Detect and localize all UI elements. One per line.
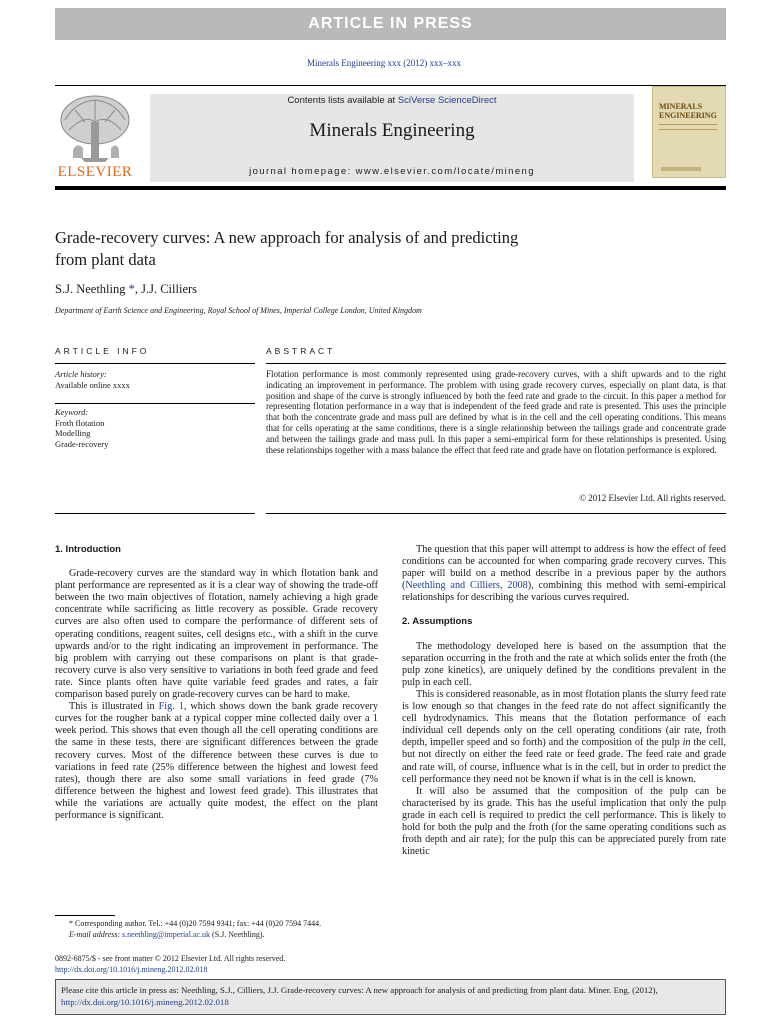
corresponding-author-note: * Corresponding author. Tel.: +44 (0)20 7594 9341; fax: +44 (0)20 7594 7444. — [69, 919, 322, 928]
citation-text: Please cite this article in press as: Neethling, S.J., Cilliers, J.J. Grade-recovery curves: A new approach for analysis of and predicting from plant data. Miner. Eng. (2012), — [61, 985, 658, 995]
intro-paragraph-1: Grade-recovery curves are the standard way in which flotation bank and plant performance are represented as it is a clear way of showing the trade-off between the two main objectives of flotation, namely achieving a high grade concentrate while sacrificing as little recovery as possible. Grade recovery curves are also often used to compare the performance of different sets of operating conditions, reagent suites, cell designs etc., with a shift in the curve upwards and/or to the right indicating an improvement in performance. The big problem with carrying out these comparisons on plant is that grade-recovery curve is also very sensitive to variations in both feed grade and feed rate. Since plants often have quite variable feed grades and rates, a fair comparison based purely on grade-recovery curves can be hard to make. — [55, 568, 378, 701]
cover-title: MINERALS ENGINEERING — [659, 102, 717, 120]
journal-homepage[interactable]: journal homepage: www.elsevier.com/locate/mineng — [249, 166, 535, 177]
history-value: Available online xxxx — [55, 379, 130, 390]
cover-footer-bar — [661, 167, 701, 171]
issn-block — [55, 953, 455, 975]
sciencedirect-link[interactable]: SciVerse ScienceDirect — [397, 95, 497, 106]
abstract-heading: ABSTRACT — [266, 346, 336, 356]
keyword-item: Grade-recovery — [55, 438, 109, 449]
author-list — [55, 282, 197, 297]
info-bottom-rule — [55, 513, 255, 514]
abstract-rule — [266, 363, 726, 364]
corresponding-author-mark[interactable]: * — [125, 282, 135, 296]
affiliation: Department of Earth Science and Engineering, Royal School of Mines, Imperial College London, United Kingdom — [55, 306, 422, 315]
body-column-right — [402, 544, 726, 858]
contents-line — [150, 95, 634, 106]
keyword-item: Froth flotation — [55, 417, 105, 428]
assumptions-paragraph-1: The methodology developed here is based on the assumption that the separation occurring in the froth and the rate at which solids enter the froth (the pulp zone kinetics), are uniquely defined by the conditions prevalent in the pulp in each cell. — [402, 640, 726, 688]
assumptions-heading: 2. Assumptions — [402, 616, 473, 628]
doi-link[interactable]: http://dx.doi.org/10.1016/j.mineng.2012.02.018 — [55, 965, 208, 974]
keyword-label: Keyword: — [55, 407, 89, 417]
masthead-bottom-rule — [55, 186, 726, 190]
reference-link[interactable]: Neethling and Cilliers, 2008 — [405, 580, 528, 592]
abstract-copyright: © 2012 Elsevier Ltd. All rights reserved. — [579, 493, 726, 503]
footnote-rule — [55, 915, 115, 916]
email-note: E-mail address: s.neethling@imperial.ac.uk (S.J. Neethling). — [69, 930, 265, 939]
history-label: Article history: — [55, 369, 107, 379]
col2-paragraph-1: The question that this paper will attempt to address is how the effect of feed conditions can be accounted for when comparing grade recovery curves. This paper will build on a method describe in a previous paper by the authors (Neethling and Cilliers, 2008), combining this method with semi-empirical relationships for describing the various curves required. — [402, 544, 726, 604]
journal-title: Minerals Engineering — [309, 120, 475, 141]
article-info-rule — [55, 363, 255, 364]
journal-cover-thumbnail — [652, 86, 726, 178]
author-cilliers: , J.J. Cilliers — [134, 282, 198, 296]
abstract-text: Flotation performance is most commonly represented using grade-recovery curves, with a shift upwards and to the right indicating an improvement in performance. The problem with using grade recovery curves, especially on plant data, is that position and shape of the curve is strongly influenced by both the feed rate and grade to the circuit. In this paper a method for representing flotation performance in a way that is independent of the feed grade and rate is presented. This uses the principle that both the concentrate grade and mass pull are defined by what is in the cell and the cell operating conditions. This means that for cells operating at the same conditions, there is a single relationship between the tailings grade and concentrate grade and between the tailings grade and mass pull. In this paper a semi-empirical form for these relationships is presented. Using these relationships together with a mass balance the effect that feed rate and grade have on flotation performance is explored. — [266, 369, 726, 455]
intro-heading: 1. Introduction — [55, 544, 121, 555]
cover-decoration — [659, 124, 717, 130]
history-rule — [55, 403, 255, 404]
citation-doi-link[interactable]: http://dx.doi.org/10.1016/j.mineng.2012.02.018 — [61, 997, 229, 1007]
article-in-press-banner: ARTICLE IN PRESS — [55, 8, 726, 40]
author-neethling: S.J. Neethling — [55, 282, 126, 296]
assumptions-paragraph-3: It will also be assumed that the composition of the pulp can be characterised by its grade. This has the useful implication that only the pulp grade in each cell is required to predict the cell performance. This is likely to hold for both the pulp and the froth (for the same operating conditions such as froth depth and air rate); for the pulp this can be appreciated purely from rate kinetic — [402, 785, 726, 858]
keyword-item: Modelling — [55, 428, 91, 438]
elsevier-wordmark: ELSEVIER — [57, 164, 133, 180]
body-column-left — [55, 544, 378, 822]
masthead-top-rule — [55, 85, 726, 86]
article-info-heading: ARTICLE INFO — [55, 346, 150, 356]
issn-line: 0892-6875/$ - see front matter © 2012 Elsevier Ltd. All rights reserved. — [55, 954, 286, 963]
footnote — [55, 918, 385, 940]
citation-box — [55, 979, 726, 1015]
fig-1-link[interactable]: Fig. 1 — [158, 701, 184, 713]
article-history — [55, 369, 255, 390]
intro-paragraph-2: This is illustrated in Fig. 1, which shows down the bank grade recovery curves for the rougher bank at a typical copper mine collected daily over a 1 week period. This shows that even though all the cell operating conditions are the same in these tests, there are significant differences between the grade recovery curves. Most of the difference between these curves is due to variations in feed rate (25% difference between the highest and lowest feed rates), though there are also some small variations in feed grade (7% difference between the highest and lowest feed grade). This illustrates that while the variations are actually quite modest, the effect on the plant performance is significant. — [55, 701, 379, 821]
email-link[interactable]: s.neethling@imperial.ac.uk — [122, 930, 211, 939]
abstract-bottom-rule — [266, 513, 726, 514]
masthead-box — [150, 94, 634, 182]
paper-title: Grade-recovery curves: A new approach for analysis of and predicting from plant data — [55, 228, 519, 269]
contents-prefix: Contents lists available at — [287, 95, 398, 106]
journal-citation-link[interactable]: Minerals Engineering xxx (2012) xxx–xxx — [307, 58, 461, 68]
keyword-block — [55, 407, 255, 449]
assumptions-paragraph-2: This is considered reasonable, as in most flotation plants the slurry feed rate is low enough so that changes in the feed rate do not affect significantly the cell hydrodynamics. This means that the flotation performance of each individual cell depends only on the cell operating conditions (air rate, froth depth, impeller speed and so forth) and the composition of the pulp in the cell, but not directly on either the feed rate or feed grade. The feed rate and grade and rate will, of course, influence what is in the cell, but in order to predict the cell performance they need not be known if what is in the cell is known. — [402, 688, 726, 785]
